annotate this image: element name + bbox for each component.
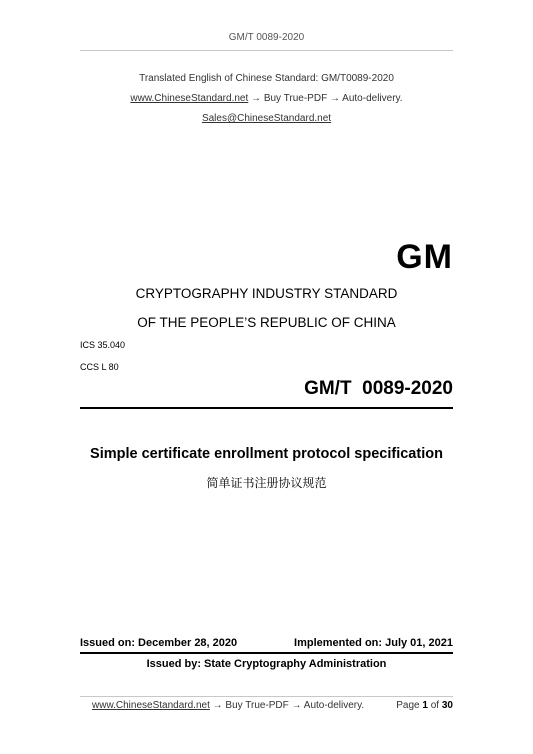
footer-delivery-line (92, 700, 364, 711)
implemented-date: Implemented on: July 01, 2021 (294, 637, 453, 649)
footer-site-link[interactable]: www.ChineseStandard.net (92, 700, 210, 711)
delivery-text: → Buy True-PDF → Auto-delivery. (248, 93, 403, 104)
chinese-title: 简单证书注册协议规范 (206, 476, 327, 490)
header-divider (80, 50, 453, 51)
english-title: Simple certificate enrollment protocol specification (90, 446, 443, 462)
page-indicator (396, 700, 453, 711)
standard-number: GM/T 0089-2020 (304, 378, 453, 399)
issuer: Issued by: State Cryptography Administration (146, 658, 387, 670)
footer-divider (80, 696, 453, 697)
page-current: 1 (422, 700, 428, 711)
issue-rule (80, 652, 453, 654)
email-line (0, 113, 533, 124)
page-of: of (430, 700, 440, 711)
gm-logo: GM (396, 238, 453, 276)
page-total: 30 (441, 700, 453, 711)
promo-delivery-line (0, 93, 533, 104)
ics-code: ICS 35.040 (80, 340, 126, 350)
industry-line-2: OF THE PEOPLE’S REPUBLIC OF CHINA (137, 315, 396, 330)
ccs-code: CCS L 80 (80, 362, 119, 372)
page-label: Page (396, 700, 420, 711)
industry-line-1: CRYPTOGRAPHY INDUSTRY STANDARD (135, 286, 398, 301)
email-link[interactable]: Sales@ChineseStandard.net (201, 113, 332, 124)
running-header: GM/T 0089-2020 (228, 32, 305, 43)
issued-date: Issued on: December 28, 2020 (80, 637, 238, 649)
site-link[interactable]: www.ChineseStandard.net (130, 93, 249, 104)
promo-line: Translated English of Chinese Standard: GM/T0089-2020 (139, 73, 394, 84)
footer-delivery-text: → Buy True-PDF → Auto-delivery. (209, 700, 365, 711)
standard-number-rule (80, 407, 453, 409)
